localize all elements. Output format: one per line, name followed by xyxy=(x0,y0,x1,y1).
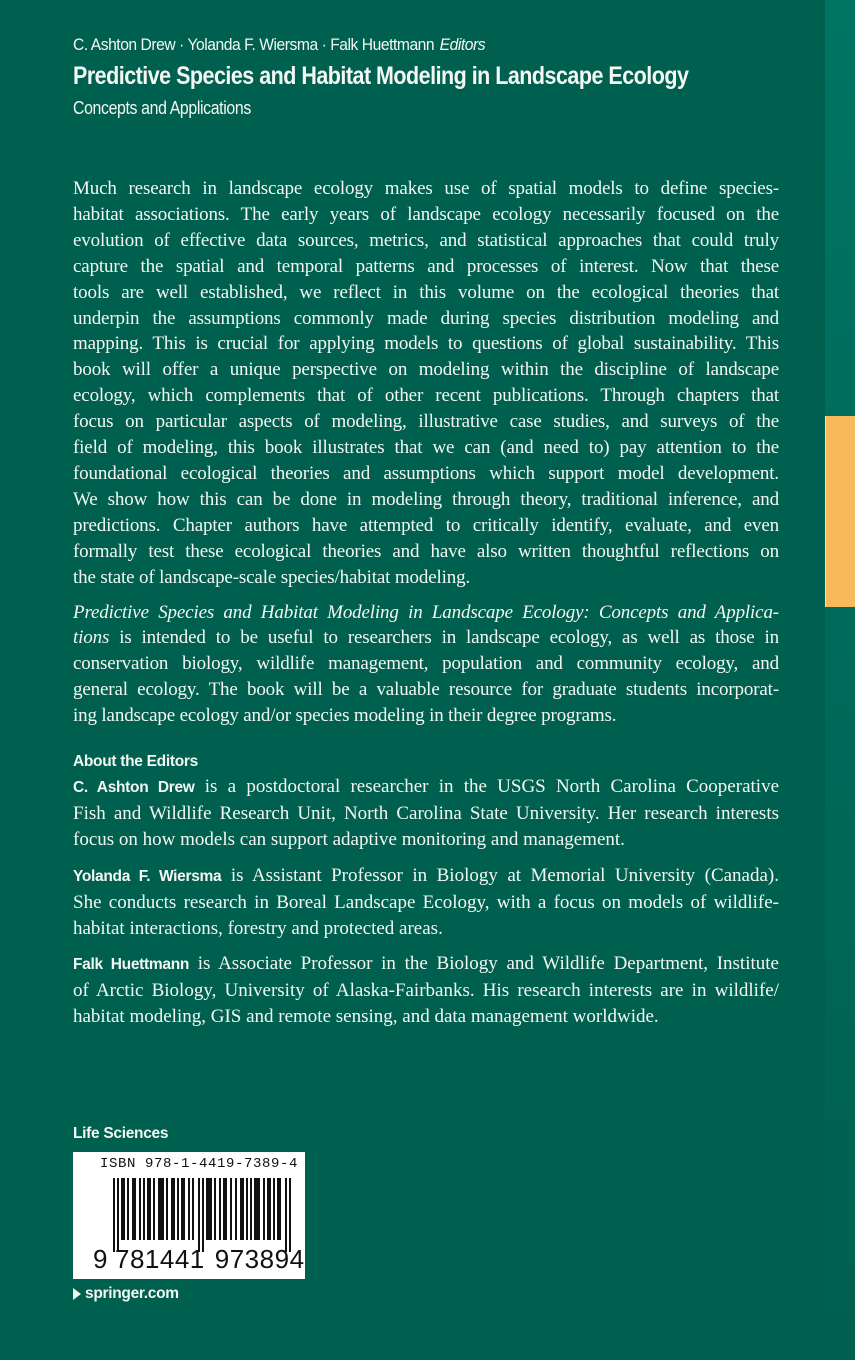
text-line: foundational ecological theories and assumptions which support model development. xyxy=(73,462,779,484)
text-line: ing landscape ecology and/or species modeling in their degree programs. xyxy=(73,705,617,727)
editor-names: C. Ashton Drew · Yolanda F. Wiersma · Falk Huettmann xyxy=(73,35,435,54)
text-line: predictions. Chapter authors have attempted to critically identify, evaluate, and even xyxy=(73,514,779,536)
text-line: habitat associations. The early years of landscape ecology necessarily focused on the xyxy=(73,203,779,225)
text-line: the state of landscape-scale species/habitat modeling. xyxy=(73,566,471,588)
book-spine-edge xyxy=(825,0,855,1360)
text-line: habitat modeling, GIS and remote sensing, and data management worldwide. xyxy=(73,1006,659,1028)
book-title: Predictive Species and Habitat Modeling in Landscape Ecology xyxy=(73,62,689,90)
text-fragment: is Assistant Professor in Biology at Memorial University (Canada). xyxy=(221,864,779,886)
book-title-italic-end: tions xyxy=(73,627,110,649)
text-line: tools are well established, we reflect in this volume on the ecological theories that xyxy=(73,281,779,303)
text-line: Fish and Wildlife Research Unit, North Carolina State University. Her research interests xyxy=(73,802,779,824)
book-description xyxy=(73,176,779,729)
publisher-website-text: springer.com xyxy=(85,1285,179,1302)
text-line: focus on particular aspects of modeling, illustrative case studies, and surveys of the xyxy=(73,411,779,433)
text-line: general ecology. The book will be a valuable resource for graduate students incorporat- xyxy=(73,679,779,701)
text-line xyxy=(73,625,779,651)
ean-left-group: 781441 xyxy=(115,1244,205,1274)
subject-category: Life Sciences xyxy=(73,1125,169,1142)
description-paragraph-1 xyxy=(73,176,779,591)
ean-first-digit: 9 xyxy=(93,1244,108,1274)
description-paragraph-2 xyxy=(73,600,779,730)
text-line: evolution of effective data sources, metrics, and statistical approaches that could truly xyxy=(73,229,779,251)
about-editors-section xyxy=(73,752,779,1030)
triangle-right-icon xyxy=(73,1288,81,1300)
editors-role: Editors xyxy=(439,35,486,54)
cover-header xyxy=(73,34,813,120)
text-line: habitat interactions, forestry and protected areas. xyxy=(73,917,443,939)
editor-bio-huettmann xyxy=(73,951,779,1030)
editor-name: Yolanda F. Wiersma xyxy=(73,867,222,885)
editors-line xyxy=(73,34,754,56)
isbn-label: ISBN 978-1-4419-7389-4 xyxy=(100,1156,299,1172)
text-line: focus on how models can support adaptive monitoring and management. xyxy=(73,828,625,850)
text-line: of Arctic Biology, University of Alaska-Fairbanks. His research interests are in wildlife/ xyxy=(73,980,779,1002)
text-line: She conducts research in Boreal Landscape Ecology, with a focus on models of wildlife- xyxy=(73,891,779,913)
text-line: capture the spatial and temporal patterns and processes of interest. Now that these xyxy=(73,255,779,277)
spine-color-band xyxy=(825,416,855,607)
text-fragment: is a postdoctoral researcher in the USGS North Carolina Cooperative xyxy=(194,776,779,797)
editor-name: C. Ashton Drew xyxy=(73,779,195,796)
editor-bio-wiersma xyxy=(73,863,779,942)
text-line: conservation biology, wildlife management, population and community ecology, and xyxy=(73,653,779,675)
text-line: underpin the assumptions commonly made during species distribution modeling and xyxy=(73,307,779,329)
text-line xyxy=(73,600,779,626)
text-fragment: is intended to be useful to researchers in landscape ecology, as well as those in xyxy=(109,627,779,649)
text-line: field of modeling, this book illustrates that we can (and need to) pay attention to the xyxy=(73,437,779,459)
about-editors-heading: About the Editors xyxy=(73,753,198,770)
barcode-icon xyxy=(113,1178,291,1252)
text-line: book will offer a unique perspective on modeling within the discipline of landscape xyxy=(73,359,779,381)
ean-right-group: 973894 xyxy=(214,1244,305,1274)
text-line xyxy=(73,951,779,978)
text-fragment: is Associate Professor in the Biology and Wildlife Department, Institute xyxy=(189,953,779,975)
editor-bio-drew xyxy=(73,774,779,853)
ean-digits xyxy=(93,1246,305,1272)
publisher-website-link[interactable] xyxy=(73,1285,179,1303)
book-subtitle: Concepts and Applications xyxy=(73,98,251,118)
isbn-barcode xyxy=(73,1152,305,1279)
text-line: mapping. This is crucial for applying models to questions of global sustainability. This xyxy=(73,333,779,355)
text-line xyxy=(73,863,779,890)
editor-name: Falk Huettmann xyxy=(73,956,190,974)
text-line: formally test these ecological theories and have also written thoughtful reflections on xyxy=(73,540,779,562)
book-title-italic: Predictive Species and Habitat Modeling in Landscape Ecology: Concepts and Applica- xyxy=(73,601,779,623)
text-line xyxy=(73,774,779,801)
text-line: Much research in landscape ecology makes use of spatial models to define species- xyxy=(73,178,779,199)
text-line: ecology, which complements that of other recent publications. Through chapters that xyxy=(73,385,779,407)
text-line: We show how this can be done in modeling through theory, traditional inference, and xyxy=(73,488,779,510)
